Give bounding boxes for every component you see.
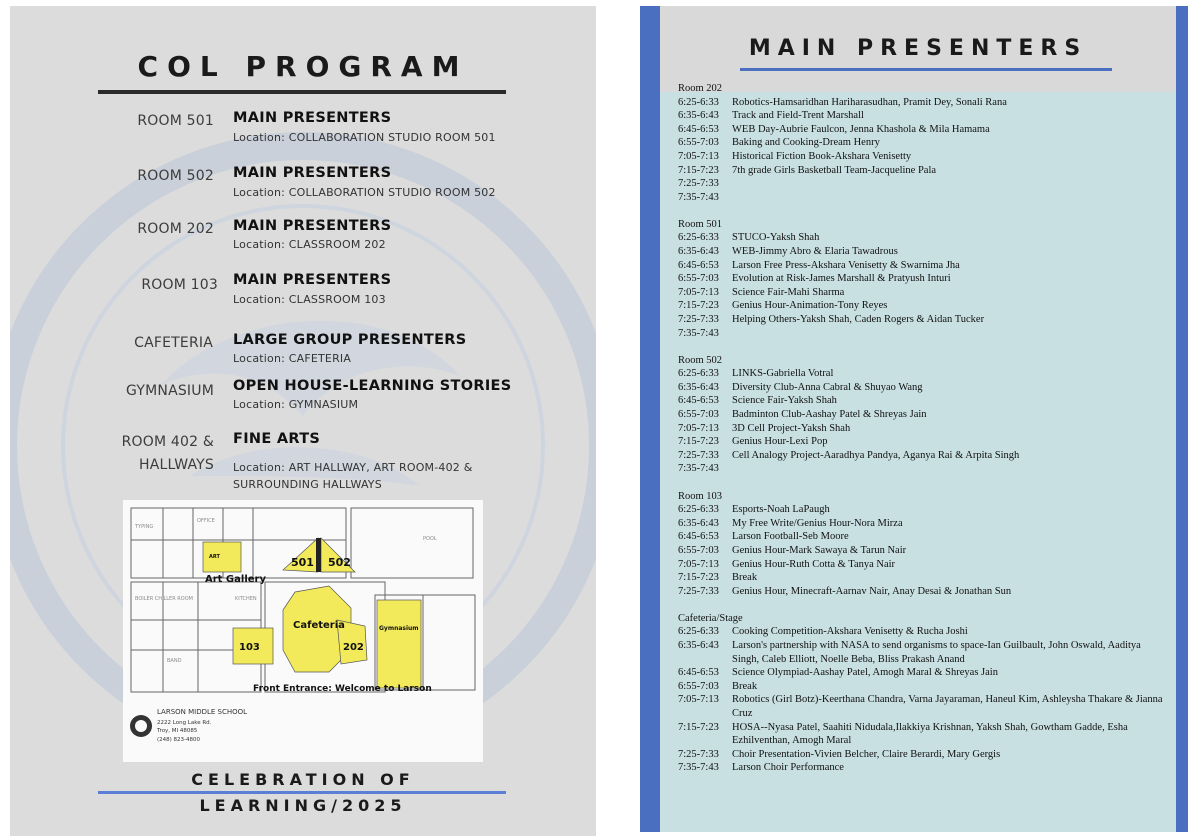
schedule-row (678, 313, 1168, 327)
school-address-2: Troy, MI 48085 (157, 728, 198, 734)
presentation-desc: Genius Hour-Animation-Tony Reyes (732, 300, 888, 312)
map-label-gymnasium: Gymnasium (379, 625, 419, 632)
time-slot: 6:55-7:03 (678, 409, 719, 421)
time-slot: 6:55-7:03 (678, 544, 719, 556)
map-label-office: OFFICE (197, 518, 215, 524)
time-slot: 7:05-7:13 (678, 558, 719, 570)
time-slot: 6:25-6:33 (678, 626, 719, 638)
schedule-row (678, 571, 1168, 585)
time-slot: 7:05-7:13 (678, 422, 719, 434)
presentation-desc: Diversity Club-Anna Cabral & Shuyao Wang (732, 381, 923, 393)
presentation-desc: WEB-Jimmy Abro & Elaria Tawadrous (732, 246, 898, 258)
time-slot: 6:45-6:53 (678, 259, 719, 271)
presentation-desc (732, 462, 1168, 476)
school-phone: (248) 823-4800 (157, 737, 201, 743)
time-slot: 6:55-7:03 (678, 137, 719, 149)
map-label-pool: POOL (423, 536, 437, 542)
footer-divider (98, 791, 506, 794)
time-slot: 7:35-7:43 (678, 191, 719, 203)
schedule-section (678, 612, 1168, 775)
section-heading: Room 103 (678, 490, 723, 502)
presentation-desc: Esports-Noah LaPaugh (732, 504, 830, 516)
time-slot: 7:05-7:13 (678, 286, 719, 298)
footer-line-2: LEARNING/2025 (199, 796, 407, 815)
schedule-row (678, 625, 1168, 639)
schedule-section (678, 218, 1168, 340)
map-label-cafeteria: Cafeteria (293, 620, 345, 631)
time-slot: 6:35-6:43 (678, 517, 719, 529)
session-location: Location: CLASSROOM 103 (233, 293, 386, 306)
schedule-row (678, 245, 1168, 259)
schedule-row (678, 666, 1168, 680)
time-slot: 6:25-6:33 (678, 504, 719, 516)
session-location: Location: COLLABORATION STUDIO ROOM 502 (233, 186, 496, 199)
presentation-desc: Robotics (Girl Botz)-Keerthana Chandra, Varna Jayaraman, Haneul Kim, Ashleysha Thakare & Jianna Cruz (732, 694, 1163, 719)
footer-line-1: CELEBRATION OF (191, 770, 415, 789)
presentation-desc: Larson Football-Seb Moore (732, 531, 849, 543)
schedule-row (678, 748, 1168, 762)
session-location: Location: CAFETERIA (233, 352, 352, 365)
section-heading: Room 502 (678, 354, 723, 366)
time-slot: 7:25-7:33 (678, 585, 719, 597)
schedule-row (678, 150, 1168, 164)
time-slot: 7:35-7:43 (678, 463, 719, 475)
map-label-boiler: BOILER CHILLER ROOM (135, 596, 193, 602)
schedule-row (678, 435, 1168, 449)
schedule-row (678, 259, 1168, 273)
time-slot: 7:15-7:23 (678, 164, 719, 176)
school-address-1: 2222 Long Lake Rd. (157, 720, 212, 726)
room-label-line2: HALLWAYS (138, 457, 214, 473)
presentation-desc: STUCO-Yaksh Shah (732, 232, 820, 244)
time-slot: 7:15-7:23 (678, 721, 719, 733)
schedule-row (678, 327, 1168, 341)
section-heading: Room 202 (678, 83, 723, 94)
room-label: GYMNASIUM (126, 383, 214, 399)
map-label-art-gallery: Art Gallery (205, 574, 266, 585)
session-location: Location: GYMNASIUM (233, 398, 359, 411)
section-heading: Room 501 (678, 218, 723, 230)
time-slot: 7:25-7:33 (678, 748, 719, 760)
presentation-desc: 3D Cell Project-Yaksh Shah (732, 422, 851, 434)
presentation-desc: Genius Hour, Minecraft-Aarnav Nair, Anay Desai & Jonathan Sun (732, 585, 1012, 597)
room-label: ROOM 501 (137, 113, 214, 129)
session-title: LARGE GROUP PRESENTERS (233, 332, 467, 348)
gymnasium-area (377, 600, 421, 688)
schedule-row (678, 191, 1168, 205)
session-title: MAIN PRESENTERS (233, 165, 392, 181)
presentation-desc: LINKS-Gabriella Votral (732, 368, 834, 380)
schedule-row (678, 136, 1168, 150)
schedule-section (678, 354, 1168, 476)
time-slot: 7:15-7:23 (678, 436, 719, 448)
right-accent-bar (1176, 6, 1188, 832)
schedule-row (678, 693, 1168, 720)
schedule-row (678, 721, 1168, 748)
map-label-typing: TYPING (135, 524, 154, 530)
time-slot: 6:55-7:03 (678, 273, 719, 285)
session-title: MAIN PRESENTERS (233, 110, 392, 126)
presentation-desc: Larson Choir Performance (732, 762, 844, 774)
schedule-row (678, 544, 1168, 558)
presentation-desc: Break (732, 680, 758, 692)
time-slot: 6:25-6:33 (678, 368, 719, 380)
room-label: CAFETERIA (134, 335, 213, 351)
map-label-art: ART (209, 554, 220, 560)
presentation-desc: Cell Analogy Project-Aaradhya Pandya, Aganya Rai & Arpita Singh (732, 449, 1020, 461)
presentation-desc: Badminton Club-Aashay Patel & Shreyas Jain (732, 409, 927, 421)
schedule-row (678, 367, 1168, 381)
schedule-row (678, 96, 1168, 110)
presentation-desc: Track and Field-Trent Marshall (732, 110, 864, 122)
schedule-row (678, 680, 1168, 694)
schedule-row (678, 503, 1168, 517)
presenters-title: MAIN PRESENTERS (748, 36, 1088, 61)
presentation-desc: Genius Hour-Lexi Pop (732, 436, 828, 448)
time-slot: 6:35-6:43 (678, 246, 719, 258)
presentation-desc (732, 177, 1168, 191)
time-slot: 7:05-7:13 (678, 150, 719, 162)
presentation-desc: Cooking Competition-Akshara Venisetty & Rucha Joshi (732, 626, 968, 638)
presentation-desc: HOSA--Nyasa Patel, Saahiti Nidudala,Ilakkiya Krishnan, Yaksh Shah, Gowtham Gadde, Esha Ezhilventhan, Amogh Maral (732, 721, 1128, 747)
schedule-row (678, 449, 1168, 463)
schedule-row (678, 408, 1168, 422)
map-label-202: 202 (343, 642, 364, 653)
time-slot: 6:35-6:43 (678, 639, 719, 651)
presentation-desc: Helping Others-Yaksh Shah, Caden Rogers & Aidan Tucker (732, 314, 985, 325)
time-slot: 6:25-6:33 (678, 232, 719, 244)
schedule-section (678, 82, 1168, 204)
session-title: MAIN PRESENTERS (233, 272, 392, 288)
presentation-desc: My Free Write/Genius Hour-Nora Mirza (732, 517, 903, 529)
time-slot: 6:45-6:53 (678, 531, 719, 543)
schedule-row (678, 558, 1168, 572)
session-title: OPEN HOUSE-LEARNING STORIES (233, 378, 512, 394)
room-label: ROOM 202 (137, 221, 214, 237)
presentation-desc: 7th grade Girls Basketball Team-Jacqueline Pala (732, 164, 937, 176)
section-heading: Cafeteria/Stage (678, 612, 743, 624)
room-label: ROOM 402 & (121, 434, 214, 450)
schedule-row (678, 517, 1168, 531)
presentation-desc: Science Fair-Mahi Sharma (732, 286, 845, 298)
map-label-band: BAND (167, 658, 182, 664)
time-slot: 7:35-7:43 (678, 327, 719, 339)
left-program-page (10, 6, 596, 836)
map-label-502: 502 (328, 556, 351, 569)
presentation-desc: Choir Presentation-Vivien Belcher, Claire Berardi, Mary Gergis (732, 748, 1001, 760)
schedule-row (678, 761, 1168, 775)
time-slot: 6:45-6:53 (678, 395, 719, 407)
map-label-entrance: Front Entrance: Welcome to Larson (253, 684, 432, 694)
map-label-501: 501 (291, 556, 314, 569)
time-slot: 6:45-6:53 (678, 123, 719, 135)
time-slot: 7:25-7:33 (678, 178, 719, 190)
time-slot: 7:35-7:43 (678, 762, 719, 774)
left-accent-bar (640, 6, 660, 832)
presentation-desc (732, 327, 1168, 341)
session-location: Location: COLLABORATION STUDIO ROOM 501 (233, 131, 496, 144)
room-label: ROOM 103 (141, 277, 218, 293)
session-location-line2: SURROUNDING HALLWAYS (233, 478, 382, 491)
title-divider (98, 90, 506, 94)
session-location: Location: ART HALLWAY, ART ROOM-402 & (233, 461, 473, 474)
presentation-desc: Larson's partnership with NASA to send organisms to space-Ian Guilbault, John Oswald, Aaditya Singh, Caleb Elliott, Noelle Beba, Bliss Prakash Anand (732, 639, 1141, 665)
session-location: Location: CLASSROOM 202 (233, 238, 386, 251)
time-slot: 7:05-7:13 (678, 694, 719, 706)
program-title: COL PROGRAM (137, 50, 469, 83)
room-label: ROOM 502 (137, 168, 214, 184)
presentation-desc: Science Fair-Yaksh Shah (732, 395, 837, 407)
presentation-desc: Genius Hour-Ruth Cotta & Tanya Nair (732, 558, 896, 570)
presenters-divider (740, 68, 1112, 71)
time-slot: 7:15-7:23 (678, 300, 719, 312)
time-slot: 7:25-7:33 (678, 314, 719, 325)
time-slot: 6:45-6:53 (678, 667, 719, 679)
session-title: FINE ARTS (233, 431, 321, 447)
presentation-desc: Genius Hour-Mark Sawaya & Tarun Nair (732, 544, 907, 556)
schedule-row (678, 422, 1168, 436)
presentation-desc: Evolution at Risk-James Marshall & Pratyush Inturi (732, 273, 951, 285)
presentation-desc: Science Olympiad-Aashay Patel, Amogh Maral & Shreyas Jain (732, 667, 998, 679)
schedule-row (678, 231, 1168, 245)
time-slot: 6:55-7:03 (678, 680, 719, 692)
school-floor-map (123, 500, 483, 762)
presentation-desc: WEB Day-Aubrie Faulcon, Jenna Khashola & Mila Hamama (732, 123, 990, 135)
presentation-desc: Larson Free Press-Akshara Venisetty & Swarnima Jha (732, 259, 960, 271)
time-slot: 7:15-7:23 (678, 572, 719, 584)
time-slot: 6:25-6:33 (678, 96, 719, 108)
time-slot: 6:35-6:43 (678, 110, 719, 122)
schedule-row (678, 639, 1168, 666)
presentation-desc: Robotics-Hamsaridhan Hariharasudhan, Pramit Dey, Sonali Rana (732, 96, 1007, 108)
schedule-row (678, 299, 1168, 313)
schedule-row (678, 109, 1168, 123)
map-label-kitchen: KITCHEN (235, 596, 257, 602)
map-label-103: 103 (239, 642, 260, 653)
time-slot: 6:35-6:43 (678, 381, 719, 393)
schedule-row (678, 462, 1168, 476)
schedule-row (678, 585, 1168, 599)
schedule-row (678, 381, 1168, 395)
time-slot: 7:25-7:33 (678, 449, 719, 461)
schedule-row (678, 394, 1168, 408)
schedule-row (678, 164, 1168, 178)
schedule-row (678, 123, 1168, 137)
schedule-row (678, 286, 1168, 300)
session-title: MAIN PRESENTERS (233, 218, 392, 234)
schedule-row (678, 272, 1168, 286)
presentation-desc: Historical Fiction Book-Akshara Venisetty (732, 150, 912, 162)
schedule-row (678, 530, 1168, 544)
schedule-row (678, 177, 1168, 191)
presentation-desc: Break (732, 572, 758, 584)
presentation-desc: Baking and Cooking-Dream Henry (732, 137, 880, 149)
school-name: LARSON MIDDLE SCHOOL (157, 708, 248, 716)
schedule-section (678, 490, 1168, 599)
presentation-desc (732, 191, 1168, 205)
right-presenters-page (640, 6, 1188, 832)
schedule (678, 82, 1168, 788)
